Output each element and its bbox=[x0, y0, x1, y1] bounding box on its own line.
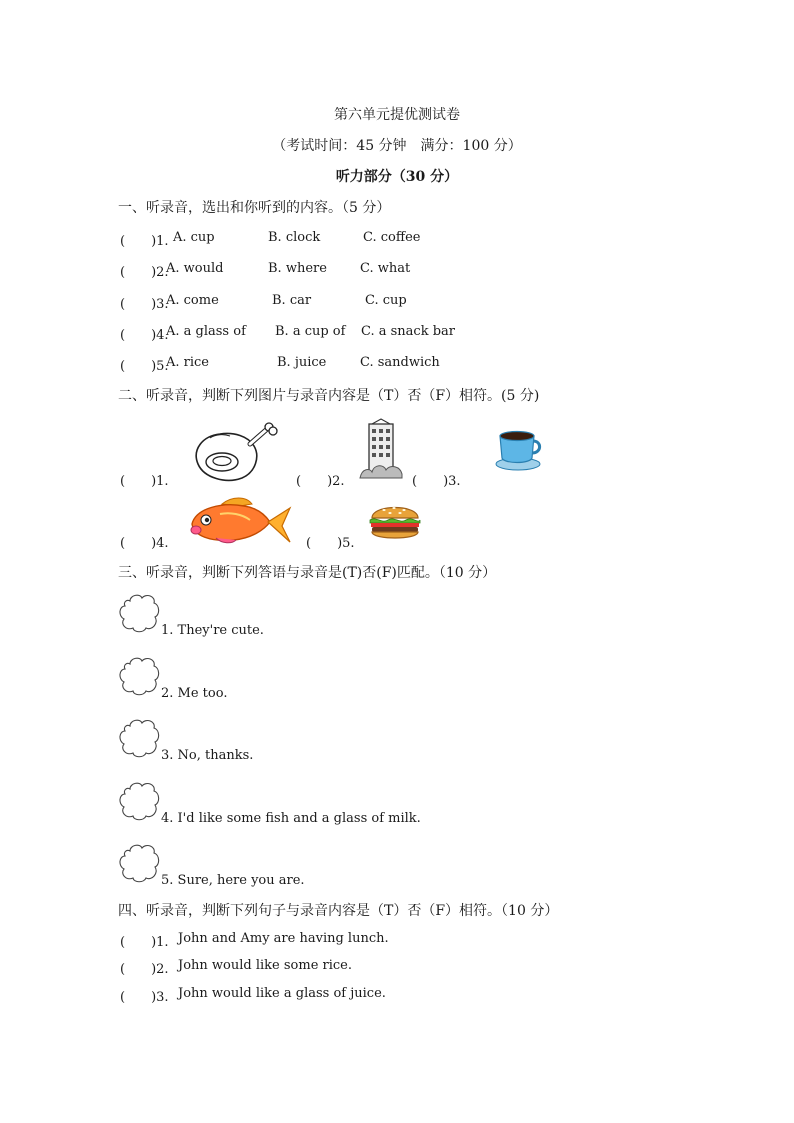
answer-blank[interactable]: ( )2. bbox=[120, 962, 169, 977]
exam-info: （考试时间：45 分钟 满分：100 分） bbox=[272, 138, 522, 154]
statement-text: John would like some rice. bbox=[178, 958, 353, 973]
statement-text: John would like a glass of juice. bbox=[178, 986, 386, 1001]
answer-text: 4. I'd like some fish and a glass of milk. bbox=[161, 811, 421, 826]
answer-blank[interactable]: ( )1. bbox=[120, 234, 169, 249]
option-a: A. cup bbox=[173, 230, 215, 245]
option-b: B. juice bbox=[277, 355, 327, 370]
answer-text: 2. Me too. bbox=[161, 686, 228, 701]
option-a: A. come bbox=[166, 293, 219, 308]
hamburger-icon bbox=[368, 498, 422, 542]
answer-blank[interactable]: ( )2. bbox=[120, 265, 169, 280]
answer-text: 5. Sure, here you are. bbox=[161, 873, 305, 888]
part-title: 听力部分（30 分） bbox=[335, 169, 459, 185]
answer-text: 1. They're cute. bbox=[161, 623, 264, 638]
option-a: A. rice bbox=[166, 355, 209, 370]
flower-answer-box[interactable] bbox=[118, 718, 160, 758]
flower-answer-box[interactable] bbox=[118, 593, 160, 633]
section3-heading: 三、听录音，判断下列答语与录音是(T)否(F)匹配。（10 分） bbox=[118, 565, 497, 581]
option-b: B. a cup of bbox=[275, 324, 346, 339]
flower-answer-box[interactable] bbox=[118, 843, 160, 883]
section1-heading: 一、听录音，选出和你听到的内容。（5 分） bbox=[118, 200, 391, 216]
option-b: B. car bbox=[272, 293, 312, 308]
option-a: A. a glass of bbox=[166, 324, 246, 339]
answer-blank[interactable]: ( )2. bbox=[296, 474, 345, 489]
option-c: C. a snack bar bbox=[361, 324, 456, 339]
flower-answer-box[interactable] bbox=[118, 656, 160, 696]
option-c: C. what bbox=[360, 261, 411, 276]
building-icon bbox=[358, 418, 404, 480]
meat-icon bbox=[190, 420, 282, 486]
flower-answer-box[interactable] bbox=[118, 781, 160, 821]
answer-blank[interactable]: ( )5. bbox=[120, 359, 169, 374]
option-b: B. clock bbox=[268, 230, 321, 245]
fish-icon bbox=[186, 494, 292, 546]
section4-heading: 四、听录音，判断下列句子与录音内容是（T）否（F）相符。（10 分） bbox=[118, 903, 559, 919]
answer-blank[interactable]: ( )1. bbox=[120, 935, 169, 950]
page-title: 第六单元提优测试卷 bbox=[334, 107, 460, 123]
answer-blank[interactable]: ( )3. bbox=[412, 474, 461, 489]
answer-blank[interactable]: ( )3. bbox=[120, 990, 169, 1005]
answer-text: 3. No, thanks. bbox=[161, 748, 254, 763]
option-a: A. would bbox=[166, 261, 224, 276]
option-b: B. where bbox=[268, 261, 327, 276]
section2-heading: 二、听录音，判断下列图片与录音内容是（T）否（F）相符。(5 分) bbox=[118, 388, 540, 404]
answer-blank[interactable]: ( )1. bbox=[120, 474, 169, 489]
option-c: C. sandwich bbox=[360, 355, 440, 370]
answer-blank[interactable]: ( )4. bbox=[120, 328, 169, 343]
option-c: C. coffee bbox=[363, 230, 421, 245]
statement-text: John and Amy are having lunch. bbox=[178, 931, 389, 946]
answer-blank[interactable]: ( )5. bbox=[306, 536, 355, 551]
option-c: C. cup bbox=[365, 293, 407, 308]
coffee-cup-icon bbox=[494, 428, 546, 472]
answer-blank[interactable]: ( )4. bbox=[120, 536, 169, 551]
answer-blank[interactable]: ( )3. bbox=[120, 297, 169, 312]
